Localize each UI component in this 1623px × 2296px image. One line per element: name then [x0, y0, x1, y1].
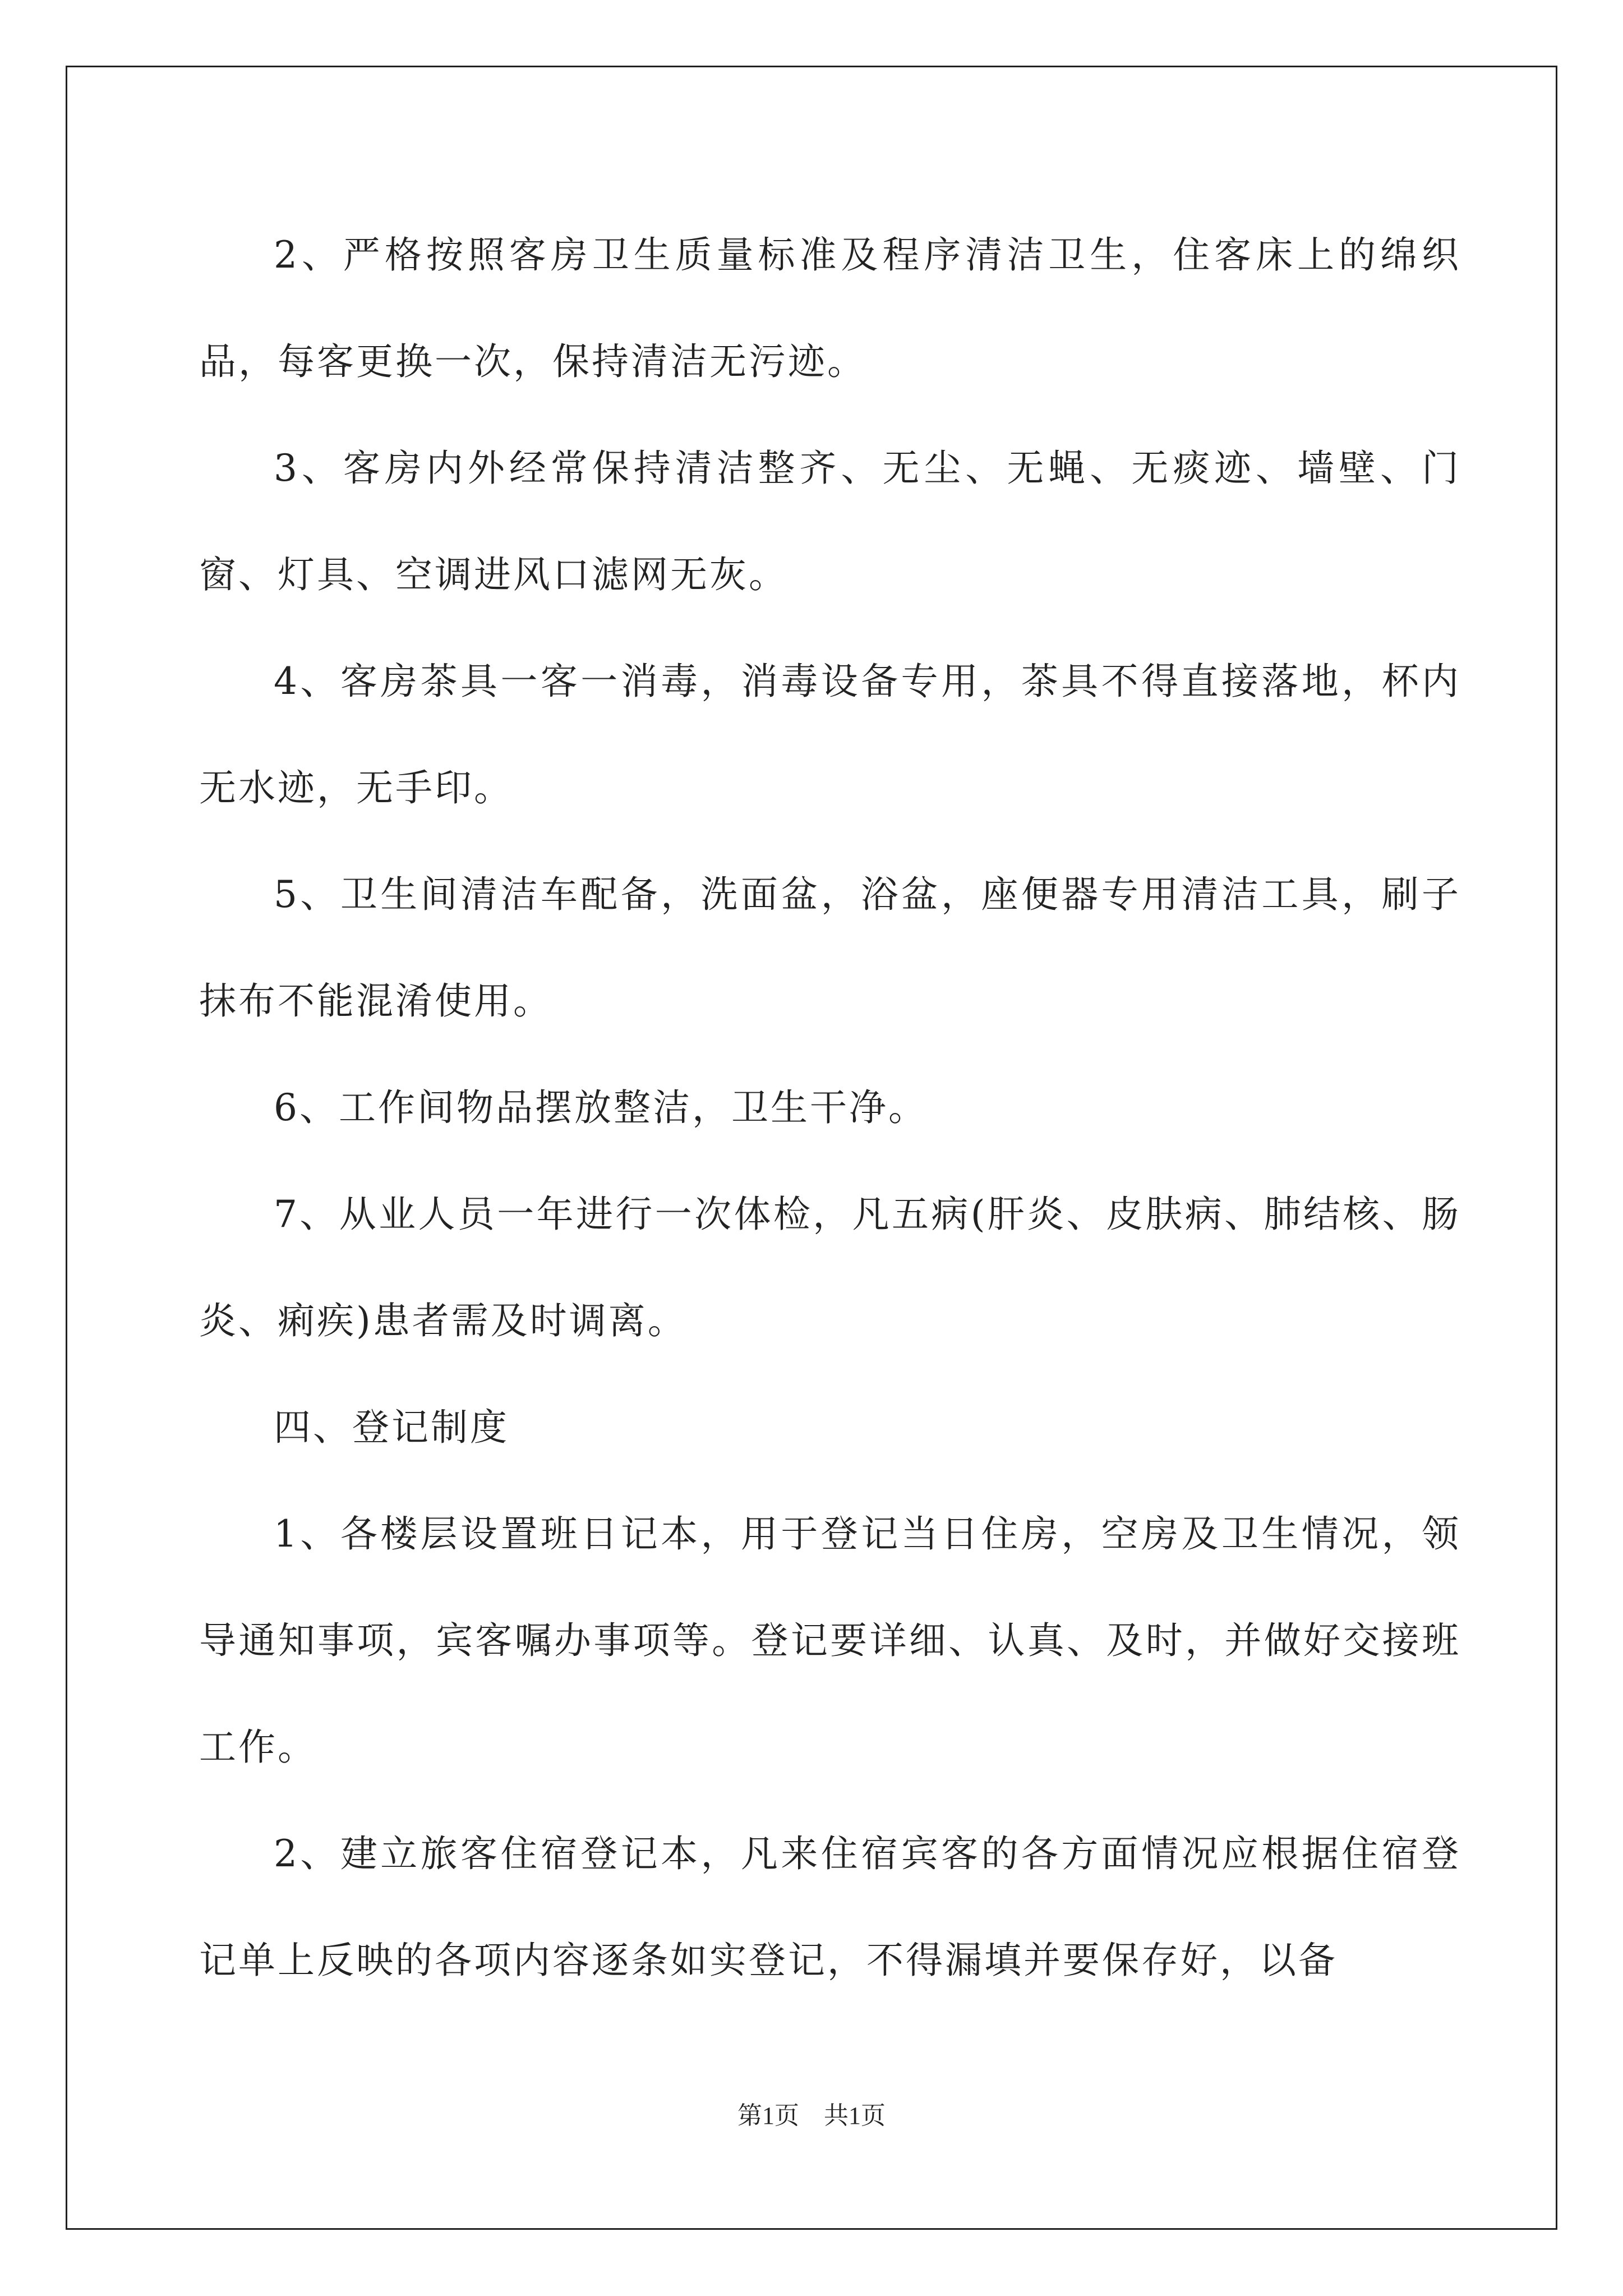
paragraph-tea-set-disinfection: 4、客房茶具一客一消毒，消毒设备专用，茶具不得直接落地，杯内无水迹，无手印。 [199, 660, 1461, 809]
paragraph-health-check: 7、从业人员一年进行一次体检，凡五病(肝炎、皮肤病、肺结核、肠炎、痢疾)患者需及时调离。 [199, 1193, 1461, 1342]
paragraph-workroom: 6、工作间物品摆放整洁，卫生干净。 [274, 1086, 928, 1129]
page-footer: 第1页 共1页 [737, 2102, 886, 2129]
paragraph-floor-logbook: 1、各楼层设置班日记本，用于登记当日住房，空房及卫生情况，领导通知事项，宾客嘱办事项等。登记要详细、认真、及时，并做好交接班工作。 [199, 1512, 1461, 1769]
paragraph-bathroom-tools: 5、卫生间清洁车配备，洗面盆，浴盆，座便器专用清洁工具，刷子抹布不能混淆使用。 [199, 873, 1461, 1023]
paragraph-room-cleanliness: 3、客房内外经常保持清洁整齐、无尘、无蝇、无痰迹、墙壁、门窗、灯具、空调进风口滤网无灰。 [199, 447, 1461, 596]
paragraph-guest-registration: 2、建立旅客住宿登记本，凡来住宿宾客的各方面情况应根据住宿登记单上反映的各项内容逐条如实登记，不得漏填并要保存好，以备 [199, 1832, 1461, 1982]
paragraph-cleaning-standard: 2、严格按照客房卫生质量标准及程序清洁卫生，住客床上的绵织品，每客更换一次，保持清洁无污迹。 [199, 233, 1461, 383]
document-body [199, 202, 1461, 2014]
section-heading-registration: 四、登记制度 [274, 1406, 509, 1449]
